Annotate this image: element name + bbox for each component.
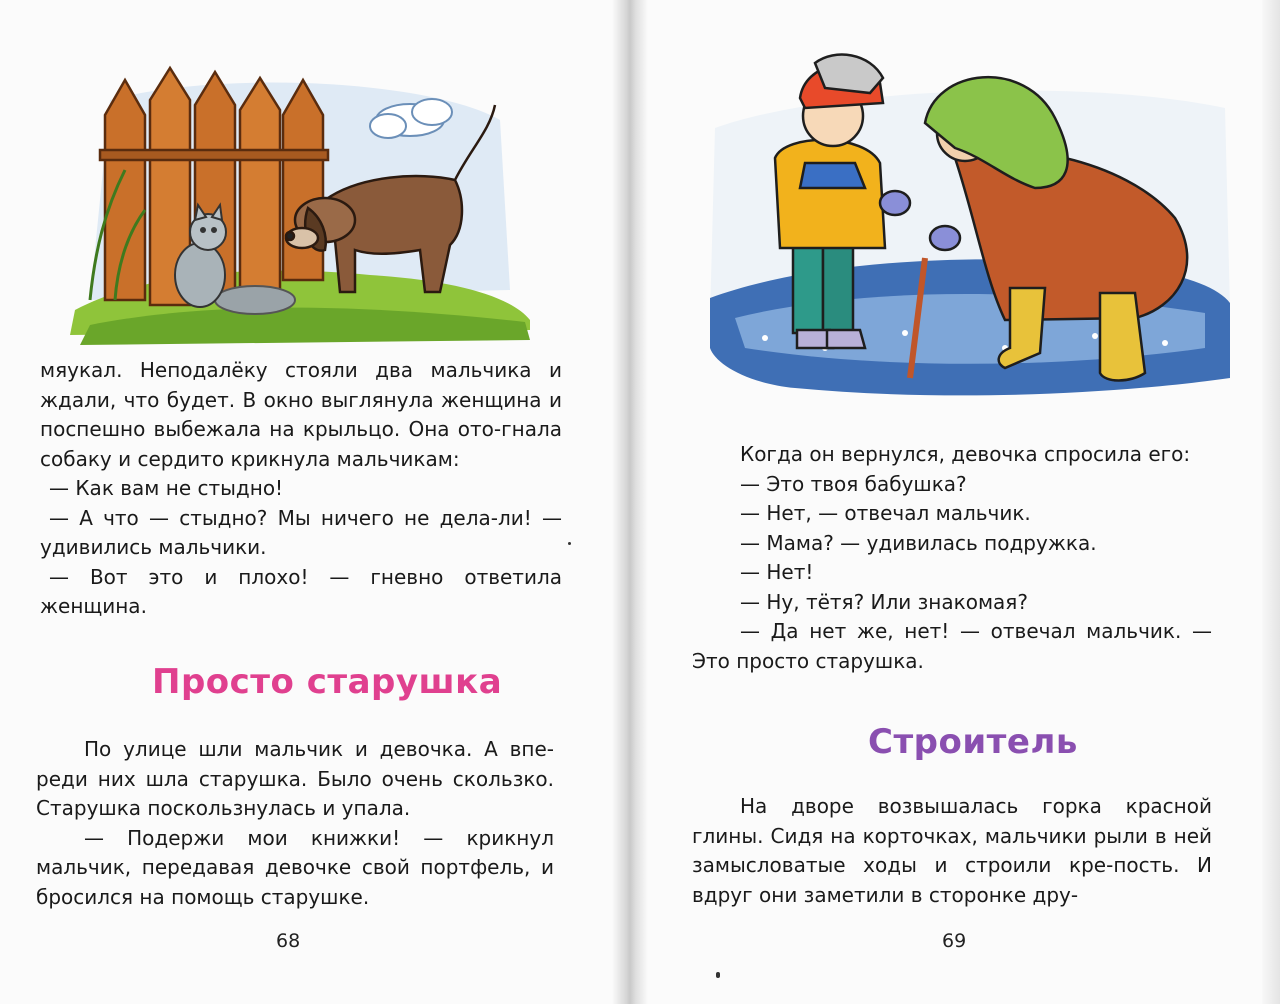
right-story-text <box>692 792 1212 910</box>
left-top-text <box>40 356 562 622</box>
book-gutter <box>612 0 648 1004</box>
page-number-left: 68 <box>276 930 301 952</box>
dialogue-line: — Подержи мои книжки! — крикнул мальчик, передавая девочке свой портфель, и бросился на помощь старушке. <box>36 825 554 909</box>
boy-helping-old-woman-illustration <box>705 48 1235 408</box>
dialogue-line: — Как вам не стыдно! <box>49 476 284 500</box>
dialogue-line: — Вот это и плохо! — гневно ответила женщина. <box>40 564 562 618</box>
dialogue-line: — Ну, тётя? Или знакомая? <box>740 589 1028 614</box>
right-dialogue-text <box>692 440 1212 676</box>
dialogue-line: — Да нет же, нет! — отвечал мальчик. — Это просто старушка. <box>692 619 1212 673</box>
paragraph: По улице шли мальчик и девочка. А впе-реди них шла старушка. Было очень скользко. Старушка поскользнулась и упала. <box>36 737 554 820</box>
dialogue-line: — Это твоя бабушка? <box>740 471 967 496</box>
dog-cat-fence-illustration <box>70 60 540 345</box>
story-title-left: Просто старушка <box>152 662 503 702</box>
page-number-right: 69 <box>942 930 967 952</box>
paragraph: На дворе возвышалась горка красной глины. Сидя на корточках, мальчики рыли в ней замысловатые ходы и строили кре-пость. И вдруг они заметили в сторонке дру- <box>692 794 1212 907</box>
paragraph: мяукал. Неподалёку стояли два мальчика и ждали, что будет. В окно выглянула женщина и поспешно выбежала на крыльцо. Она ото-гнала собаку и сердито крикнула мальчикам: <box>40 358 562 471</box>
story-title-right: Строитель <box>868 722 1078 762</box>
dialogue-line: — А что — стыдно? Мы ничего не дела-ли! — удивились мальчики. <box>40 505 562 559</box>
page-edge <box>1262 0 1280 1004</box>
print-speck <box>716 972 720 978</box>
dialogue-line: — Мама? — удивилась подружка. <box>740 530 1097 555</box>
paragraph: Когда он вернулся, девочка спросила его: <box>740 442 1191 466</box>
dialogue-line: — Нет! <box>740 560 814 584</box>
dialogue-line: — Нет, — отвечал мальчик. <box>740 501 1031 525</box>
print-speck <box>568 542 571 545</box>
left-story-text <box>36 735 554 912</box>
